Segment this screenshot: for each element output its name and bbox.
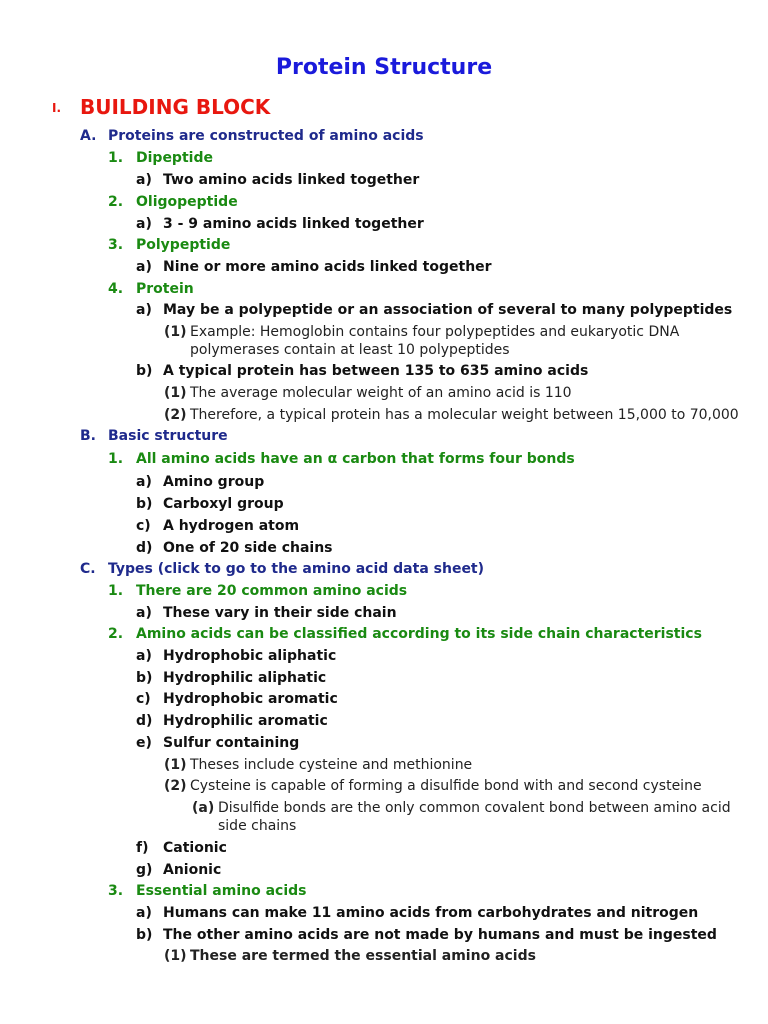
outline-text: Carboxyl group (163, 496, 284, 512)
outline-label: 2. (108, 194, 124, 210)
outline-text (190, 323, 679, 359)
outline-text: The other amino acids are not made by humans and must be ingested (163, 927, 717, 943)
outline-text: Cationic (163, 840, 227, 856)
outline-text: Amino acids can be classified according to its side chain characteristics (136, 626, 702, 642)
outline-numbered-item (0, 582, 768, 604)
outline-numbered-item (0, 149, 768, 171)
outline-text: Nine or more amino acids linked together (163, 259, 492, 275)
outline-label: (1) (164, 948, 187, 964)
outline-text: Anionic (163, 862, 222, 878)
outline-text: The average molecular weight of an amino acid is 110 (190, 385, 572, 401)
outline-label: g) (136, 862, 153, 878)
outline-label: C. (80, 561, 96, 577)
outline-label: a) (136, 216, 152, 232)
outline-label: d) (136, 540, 153, 556)
outline-label: c) (136, 518, 151, 534)
outline-numbered-item (0, 193, 768, 215)
outline-text: Oligopeptide (136, 194, 238, 210)
outline-label: (1) (164, 324, 187, 340)
outline-text: Cysteine is capable of forming a disulfide bond with and second cysteine (190, 778, 702, 794)
outline-text-line: Example: Hemoglobin contains four polypeptides and eukaryotic DNA (190, 324, 680, 340)
outline-label: (a) (192, 800, 215, 816)
page-title: Protein Structure (275, 55, 493, 80)
outline-sub-item (0, 539, 768, 561)
outline-sub-item (0, 362, 768, 384)
outline-sub-sub-item (0, 323, 768, 359)
outline-label: B. (80, 428, 96, 444)
outline-numbered-item (0, 450, 768, 472)
outline-text: All amino acids have an α carbon that forms four bonds (136, 451, 575, 467)
outline-label: a) (136, 905, 152, 921)
outline-text: Dipeptide (136, 150, 213, 166)
outline-numbered-item (0, 625, 768, 647)
outline-label: d) (136, 713, 153, 729)
outline-text: May be a polypeptide or an association of several to many polypeptides (163, 302, 733, 318)
outline-text: Essential amino acids (136, 883, 307, 899)
outline-sub-sub-item (0, 947, 768, 969)
outline-label: a) (136, 474, 152, 490)
outline-sub-item (0, 647, 768, 669)
outline-sub-item (0, 215, 768, 237)
outline-text: Theses include cysteine and methionine (190, 757, 473, 773)
outline-label: (1) (164, 757, 187, 773)
outline-text: A typical protein has between 135 to 635 amino acids (163, 363, 589, 379)
outline-text-continuation: side chains (218, 818, 297, 834)
outline-label: a) (136, 259, 152, 275)
outline-sub-item (0, 495, 768, 517)
outline-letter-heading (0, 127, 768, 149)
outline-sub-item (0, 171, 768, 193)
outline-label: 4. (108, 281, 124, 297)
outline-text: Therefore, a typical protein has a molecular weight between 15,000 to 70,000 (190, 407, 739, 423)
outline-label: (1) (164, 385, 187, 401)
outline-sub-sub-item (0, 756, 768, 778)
outline-text: Protein (136, 281, 194, 297)
outline-label: f) (136, 840, 149, 856)
outline-text: These are termed the essential amino acids (190, 948, 536, 964)
outline-label: a) (136, 172, 152, 188)
outline-label: a) (136, 648, 152, 664)
outline-sub-item (0, 473, 768, 495)
outline-label: b) (136, 927, 153, 943)
outline-numbered-item (0, 236, 768, 258)
outline-text: 3 - 9 amino acids linked together (163, 216, 424, 232)
outline-text: Hydrophilic aliphatic (163, 670, 327, 686)
outline-sub-item (0, 712, 768, 734)
outline-sub-sub-item (0, 406, 768, 428)
outline-text: Two amino acids linked together (163, 172, 420, 188)
outline-sub-sub-sub-item (0, 799, 768, 835)
outline-roman-heading (0, 95, 768, 117)
outline-numbered-item (0, 280, 768, 302)
outline-label: a) (136, 605, 152, 621)
outline-numbered-item (0, 882, 768, 904)
outline-label: b) (136, 496, 153, 512)
outline-sub-item (0, 258, 768, 280)
outline-text: Amino group (163, 474, 265, 490)
outline-sub-item (0, 904, 768, 926)
outline-label: e) (136, 735, 152, 751)
outline-text: Humans can make 11 amino acids from carbohydrates and nitrogen (163, 905, 699, 921)
outline-text-line: Disulfide bonds are the only common covalent bond between amino acid (218, 800, 731, 816)
outline-sub-item (0, 839, 768, 861)
outline-sub-sub-item (0, 777, 768, 799)
outline-sub-item (0, 301, 768, 323)
outline-sub-item (0, 690, 768, 712)
outline-text (218, 799, 731, 835)
outline-text: A hydrogen atom (163, 518, 300, 534)
outline-label: 3. (108, 237, 124, 253)
outline-text: Basic structure (108, 428, 228, 444)
outline-text: Polypeptide (136, 237, 231, 253)
outline-text: Hydrophobic aromatic (163, 691, 338, 707)
outline-text: Proteins are constructed of amino acids (108, 128, 424, 144)
outline-sub-item (0, 926, 768, 948)
outline-text: One of 20 side chains (163, 540, 333, 556)
outline-label: 1. (108, 583, 124, 599)
outline-text: BUILDING BLOCK (80, 95, 271, 119)
outline-label: (2) (164, 407, 187, 423)
outline-label: 1. (108, 451, 124, 467)
outline-text-continuation: polymerases contain at least 10 polypeptides (190, 342, 510, 358)
outline-label: a) (136, 302, 152, 318)
outline-sub-item (0, 604, 768, 626)
outline-text: Sulfur containing (163, 735, 300, 751)
outline-text: These vary in their side chain (163, 605, 397, 621)
outline-text: Types (click to go to the amino acid data sheet) (108, 561, 485, 577)
outline-sub-item (0, 669, 768, 691)
outline-label: A. (80, 128, 97, 144)
outline-label: 1. (108, 150, 124, 166)
outline-label: (2) (164, 778, 187, 794)
outline-letter-heading[interactable] (0, 560, 768, 582)
outline-label: b) (136, 363, 153, 379)
outline-letter-heading (0, 427, 768, 449)
outline-label: c) (136, 691, 151, 707)
outline-text: Hydrophobic aliphatic (163, 648, 337, 664)
outline-sub-sub-item (0, 384, 768, 406)
outline-label: 2. (108, 626, 124, 642)
outline-sub-item (0, 861, 768, 883)
outline-label: b) (136, 670, 153, 686)
outline-label: I. (52, 101, 62, 115)
outline-text: There are 20 common amino acids (136, 583, 408, 599)
outline-sub-item (0, 734, 768, 756)
outline-label: 3. (108, 883, 124, 899)
outline-sub-item (0, 517, 768, 539)
outline-text: Hydrophilic aromatic (163, 713, 328, 729)
